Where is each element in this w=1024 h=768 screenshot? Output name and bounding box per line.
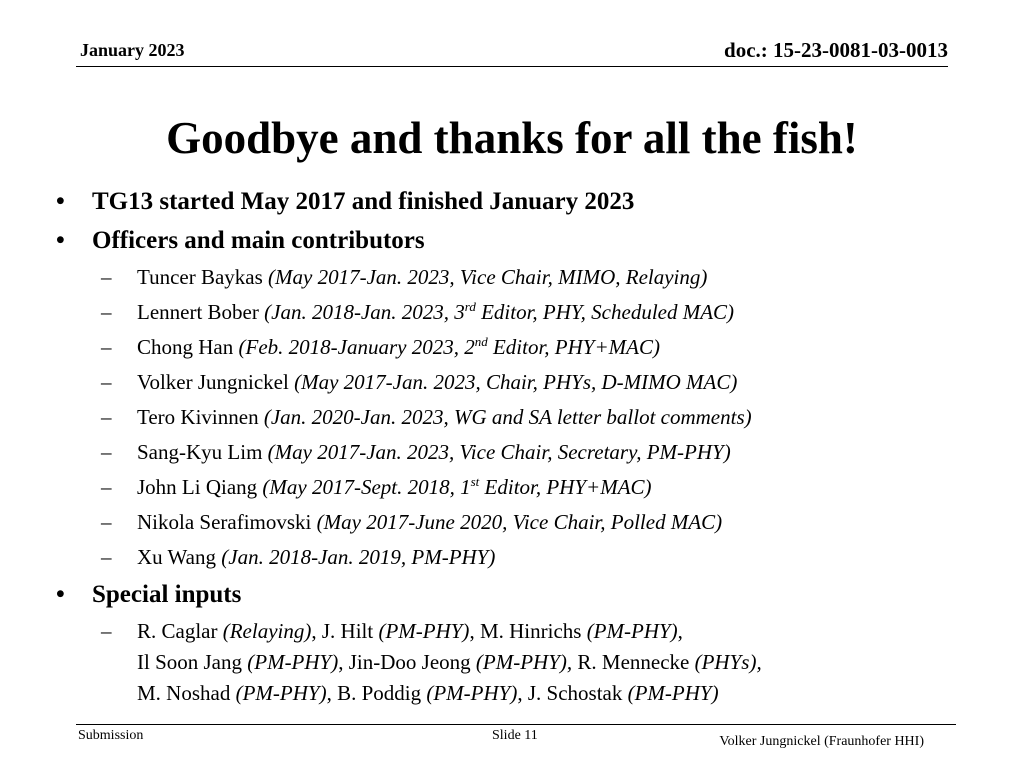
bullet-special-text: Special inputs — [92, 581, 242, 608]
slide-title: Goodbye and thanks for all the fish! — [166, 113, 858, 163]
contribution-area: (PM-PHY) — [378, 619, 470, 643]
contribution-area: (PM-PHY), — [475, 650, 573, 674]
dash-marker: – — [101, 265, 112, 289]
dash-marker: – — [101, 405, 112, 429]
contributor-role: (May 2017-Jan. 2023, Chair, PHYs, D-MIMO MAC) — [294, 370, 738, 394]
contributor-item — [101, 438, 731, 466]
contribution-area: (PM-PHY) — [586, 619, 678, 643]
contributor-role: (Jan. 2018-Jan. 2023, 3rd Editor, PHY, Scheduled MAC) — [264, 299, 735, 324]
contribution-area: (PM-PHY) — [627, 681, 719, 705]
footer-author: Volker Jungnickel (Fraunhofer HHI) — [719, 734, 924, 749]
contributor-name: Lennert Bober — [137, 300, 265, 324]
special-line-2 — [137, 650, 762, 674]
contributor-item — [101, 543, 496, 571]
contributor-names: , Jin-Doo Jeong — [338, 650, 476, 674]
contributor-item — [101, 403, 752, 431]
contributor-names: , J. Schostak — [517, 681, 628, 705]
contributor-names: Il Soon Jang — [137, 650, 248, 674]
special-line-1 — [137, 619, 683, 643]
contributor-item — [101, 333, 660, 361]
contributor-name: John Li Qiang — [137, 475, 263, 499]
bullet-tg13-text: TG13 started May 2017 and finished January 2023 — [92, 188, 635, 215]
contributor-item — [101, 368, 738, 396]
contributor-item — [101, 263, 708, 291]
special-inputs-line — [101, 617, 683, 645]
contributor-names: , M. Hinrichs — [469, 619, 587, 643]
contributor-names: , — [677, 619, 683, 643]
contribution-area: (PM-PHY) — [426, 681, 518, 705]
header-doc-id: doc.: 15-23-0081-03-0013 — [724, 38, 948, 62]
contributor-role: (May 2017-Jan. 2023, Vice Chair, Secretary, PM-PHY) — [267, 440, 731, 464]
dash-marker: – — [101, 300, 112, 324]
bullet-officers — [56, 225, 425, 257]
footer-submission: Submission — [78, 728, 144, 743]
contributor-role: (May 2017-June 2020, Vice Chair, Polled MAC) — [316, 510, 723, 534]
dash-marker: – — [101, 335, 112, 359]
bullet-officers-text: Officers and main contributors — [92, 227, 425, 254]
contributor-names: , J. Hilt — [311, 619, 379, 643]
contributor-name: Sang-Kyu Lim — [137, 440, 268, 464]
contributor-item — [101, 298, 735, 326]
dash-marker: – — [101, 475, 112, 499]
special-inputs-line — [137, 648, 762, 676]
dash-marker: – — [101, 619, 112, 643]
contributor-role: (Jan. 2018-Jan. 2019, PM-PHY) — [221, 545, 496, 569]
bullet-special-inputs — [56, 579, 242, 611]
contributor-names: R. Mennecke — [572, 650, 695, 674]
contributor-role: (May 2017-Sept. 2018, 1st Editor, PHY+MAC) — [262, 474, 652, 499]
contribution-area: (Relaying) — [222, 619, 312, 643]
contributor-names: R. Caglar — [137, 619, 223, 643]
contribution-area: (PM-PHY) — [247, 650, 339, 674]
contribution-area: (PM-PHY) — [235, 681, 327, 705]
dash-marker: – — [101, 510, 112, 534]
header-rule — [76, 66, 948, 67]
bullet-dot: • — [56, 227, 65, 254]
dash-marker: – — [101, 370, 112, 394]
special-inputs-line — [137, 679, 719, 707]
contributor-name: Tuncer Baykas — [137, 265, 269, 289]
contributor-name: Xu Wang — [137, 545, 222, 569]
contributor-role: (Jan. 2020-Jan. 2023, WG and SA letter ballot comments) — [263, 405, 752, 429]
dash-marker: – — [101, 545, 112, 569]
footer-slide-number: Slide 11 — [492, 728, 538, 743]
contributor-role: (May 2017-Jan. 2023, Vice Chair, MIMO, Relaying) — [268, 265, 708, 289]
contributor-names: , B. Poddig — [326, 681, 427, 705]
dash-marker: – — [101, 440, 112, 464]
special-line-3 — [137, 681, 719, 705]
bullet-dot: • — [56, 188, 65, 215]
bullet-dot: • — [56, 581, 65, 608]
header-date: January 2023 — [80, 40, 185, 60]
contributor-item — [101, 473, 652, 501]
contribution-area: (PHYs), — [694, 650, 762, 674]
footer-rule — [76, 724, 956, 725]
contributor-name: Nikola Serafimovski — [137, 510, 317, 534]
contributor-item — [101, 508, 723, 536]
contributor-role: (Feb. 2018-January 2023, 2nd Editor, PHY+MAC) — [238, 334, 660, 359]
contributor-name: Volker Jungnickel — [137, 370, 295, 394]
contributor-names: M. Noshad — [137, 681, 236, 705]
bullet-tg13 — [56, 186, 635, 218]
contributor-name: Chong Han — [137, 335, 239, 359]
contributor-name: Tero Kivinnen — [137, 405, 264, 429]
